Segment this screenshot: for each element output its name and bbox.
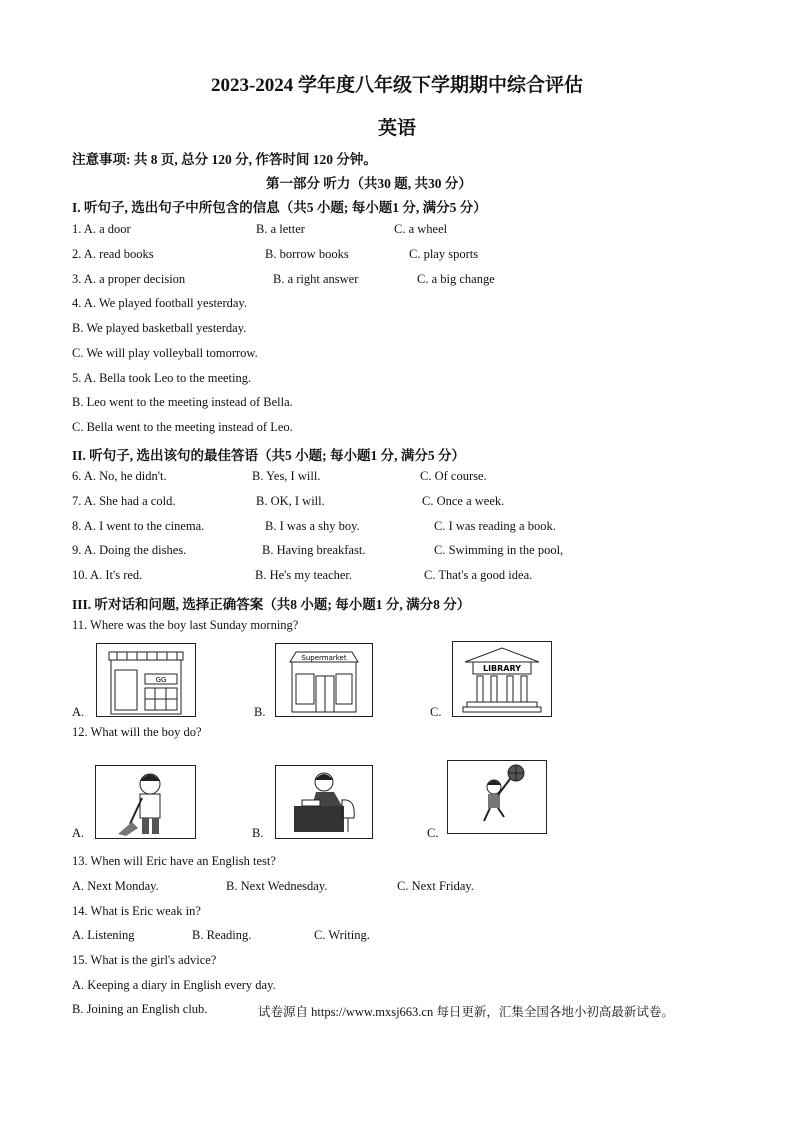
supermarket-sign: Supermarket [301,654,347,662]
q5-option-b: B. Leo went to the meeting instead of Bella. [72,395,293,409]
q14-option-b: B. Reading. [192,928,252,942]
q6-option-b: B. Yes, I will. [252,469,321,483]
q2-option-b: B. borrow books [265,247,349,261]
section-3-heading: III. 听对话和问题, 选择正确答案（共8 小题; 每小题1 分, 满分8 分） [72,597,471,612]
boy-basketball-picture [447,760,547,834]
shop-sign: GG [155,676,167,684]
q13-option-c: C. Next Friday. [397,879,474,893]
q9-option-a: 9. A. Doing the dishes. [72,543,187,557]
q7-option-c: C. Once a week. [422,494,505,508]
q10-option-c: C. That's a good idea. [424,568,533,582]
section-2-heading: II. 听句子, 选出该句的最佳答语（共5 小题; 每小题1 分, 满分5 分） [72,448,466,463]
q2-option-a: 2. A. read books [72,247,154,261]
q6-option-c: C. Of course. [420,469,487,483]
q11-question: 11. Where was the boy last Sunday morning? [72,618,299,632]
q8-option-c: C. I was reading a book. [434,519,556,533]
q12-question: 12. What will the boy do? [72,725,202,739]
library-sign: LIBRARY [482,664,522,673]
q13-option-b: B. Next Wednesday. [226,879,328,893]
q10-option-a: 10. A. It's red. [72,568,143,582]
boy-at-desk-picture [275,765,373,839]
q4-option-a: 4. A. We played football yesterday. [72,296,247,310]
supermarket-picture [275,643,373,717]
q8-option-a: 8. A. I went to the cinema. [72,519,205,533]
exam-notice: 注意事项: 共 8 页, 总分 120 分, 作答时间 120 分钟。 [72,152,377,167]
q10-option-b: B. He's my teacher. [255,568,353,582]
boy-sweeping-picture [95,765,196,839]
q5-option-c: C. Bella went to the meeting instead of Leo. [72,420,293,434]
q14-option-c: C. Writing. [314,928,370,942]
q11-label-c: C. [430,705,442,719]
q12-label-b: B. [252,826,264,840]
q15-question: 15. What is the girl's advice? [72,953,217,967]
q12-label-c: C. [427,826,439,840]
q11-label-a: A. [72,705,85,719]
q12-label-a: A. [72,826,85,840]
subject-title: 英语 [377,118,416,139]
q3-option-a: 3. A. a proper decision [72,272,186,286]
exam-title: 2023-2024 学年度八年级下学期期中综合评估 [210,75,584,96]
section-1-heading: I. 听句子, 选出句子中所包含的信息（共5 小题; 每小题1 分, 满分5 分） [72,200,487,215]
q3-option-b: B. a right answer [273,272,359,286]
q3-option-c: C. a big change [417,272,495,286]
shop-picture [96,643,196,717]
q1-option-b: B. a letter [256,222,305,236]
q1-option-a: 1. A. a door [72,222,131,236]
library-picture [452,641,552,717]
q15-option-b: B. Joining an English club. [72,1002,208,1016]
q14-question: 14. What is Eric weak in? [72,904,201,918]
q6-option-a: 6. A. No, he didn't. [72,469,167,483]
source-note: 试卷源自 https://www.mxsj663.cn 每日更新，汇集全国各地小初高最新试卷。 [258,1005,674,1019]
q4-option-b: B. We played basketball yesterday. [72,321,247,335]
q7-option-a: 7. A. She had a cold. [72,494,176,508]
q4-option-c: C. We will play volleyball tomorrow. [72,346,258,360]
q8-option-b: B. I was a shy boy. [265,519,360,533]
q15-option-a: A. Keeping a diary in English every day. [72,978,276,992]
q13-question: 13. When will Eric have an English test? [72,854,276,868]
q9-option-b: B. Having breakfast. [262,543,366,557]
q11-label-b: B. [254,705,266,719]
q2-option-c: C. play sports [409,247,479,261]
q7-option-b: B. OK, I will. [256,494,325,508]
q13-option-a: A. Next Monday. [72,879,159,893]
q1-option-c: C. a wheel [394,222,448,236]
q14-option-a: A. Listening [72,928,135,942]
q5-option-a: 5. A. Bella took Leo to the meeting. [72,371,252,385]
part-heading: 第一部分 听力（共30 题, 共30 分） [266,176,472,191]
q9-option-c: C. Swimming in the pool, [434,543,564,557]
